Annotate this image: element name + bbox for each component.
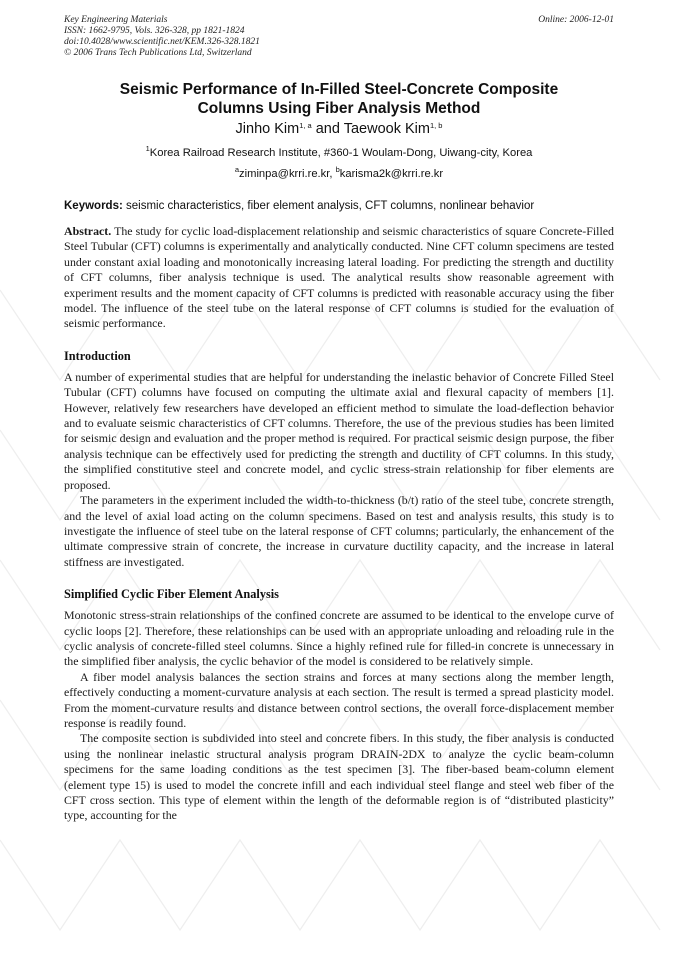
keywords [64,199,614,213]
journal-doi[interactable]: doi:10.4028/www.scientific.net/KEM.326-328.1821 [64,37,260,47]
paper-title [64,81,614,118]
author-list [64,120,614,138]
email-b-mark: b [335,165,340,174]
introduction-paragraph-2: The parameters in the experiment included the width-to-thickness (b/t) ratio of the steel tube, concrete strength, and the level of axial load acting on the column specimens. Based on test and analysis results, this study is to investigate the influence of steel tube on the lateral response of CFT columns; particularly, the enhancement of the ultimate compressive strain of concrete, the increase in curvature ductility capacity, and the increase in lateral stiffness are investigated. [64,493,614,569]
journal-issn: ISSN: 1662-9795, Vols. 326-328, pp 1821-1824 [64,26,245,36]
fiber-analysis-paragraph-1: Monotonic stress-strain relationships of the confined concrete are assumed to be identical to the envelope curve of cyclic loops [2]. Therefore, these relationships can be used with an appropriate unloading and reloading rule in the cyclic analysis of concrete-filled steel columns. Since a highly refined rule for filled-in concrete is unnecessary in the simplified fiber analysis, the cyclic behavior of the model is considered to be relatively simple. [64,608,614,669]
affiliation-mark: 1 [145,144,150,153]
fiber-analysis-heading: Simplified Cyclic Fiber Element Analysis [64,587,279,602]
fiber-analysis-section [64,608,614,824]
author-conjunction: and [311,121,344,137]
keywords-text: seismic characteristics, fiber element analysis, CFT columns, nonlinear behavior [122,200,535,212]
fiber-analysis-paragraph-2: A fiber model analysis balances the section strains and forces at many sections along the member length, effectively conducting a moment-curvature analysis at each section. The result is termed a spread plasticity model. From the moment-curvature results and distance between control sections, the overall force-displacement member response is readily found. [64,669,614,730]
email-b[interactable]: karisma2k@krri.re.kr [339,168,444,180]
journal-header [64,15,614,63]
journal-name: Key Engineering Materials [64,15,168,25]
introduction-paragraph-1: A number of experimental studies that are helpful for understanding the inelastic behavior of Concrete Filled Steel Tubular (CFT) columns have focused on computing the ultimate axial and flexural capacity of members [1]. However, relatively few researchers have developed an efficient method to simulate the load-deflection behavior and to evaluate seismic characteristics of CFT columns. Therefore, the use of the previous studies has been limited for seismic design and evaluation and the proper method is required. For practical seismic design purpose, the fiber analysis technique can be effectively used for predicting the strength and ductility of CFT columns. In this study, the simplified constitutive steel and concrete model, and cyclic stress-strain relationship for fiber elements are proposed. [64,369,614,492]
affiliation-text: Korea Railroad Research Institute, #360-1 Woulam-Dong, Uiwang-city, Korea [149,147,533,159]
author-emails [64,167,614,181]
online-date: Online: 2006-12-01 [538,15,614,25]
author-2-affiliation-mark: 1, b [429,121,443,130]
introduction-section [64,370,614,570]
author-1-affiliation-mark: 1, a [299,121,312,130]
abstract-text: The study for cyclic load-displacement relationship and seismic characteristics of square Concrete-Filled Steel Tubular (CFT) columns is experimentally and analytically conducted. Nine CFT column specimens are tested under constant axial loading and monotonically increasing lateral loading. For predicting the strength and ductility of CFT columns, fiber analysis technique is used. The analytical results show reasonable agreement with experiment results and the moment capacity of CFT columns is predicted with reasonable accuracy using the fiber model. The influence of the steel tube on the lateral response of CFT columns is studied for the evaluation of seismic performance. [64,224,614,331]
email-a[interactable]: ziminpa@krri.re.kr [239,168,330,180]
journal-copyright: © 2006 Trans Tech Publications Ltd, Switzerland [64,48,252,58]
fiber-analysis-paragraph-3: The composite section is subdivided into steel and concrete fibers. In this study, the fiber analysis is conducted using the nonlinear inelastic structural analysis program DRAIN-2DX to analyze the cyclic beam-column specimens for the same loading conditions as the test specimen [3]. The fiber-based beam-column element (element type 15) is used to model the concrete infill and each individual steel flange and steel web fiber of the CFT cross section. This type of element within the length of the deformable region is of “distributed plasticity” type, accounting for the [64,731,614,823]
abstract [64,224,614,332]
keywords-label: Keywords: [64,200,123,212]
author-2: Taewook Kim [343,121,430,137]
abstract-label: Abstract. [64,224,112,238]
email-a-mark: a [234,165,240,174]
title-line-2: Columns Using Fiber Analysis Method [197,99,481,117]
email-separator: , [329,168,336,180]
journal-info [64,15,614,59]
affiliation [64,146,614,160]
paper-content [64,15,614,824]
author-1: Jinho Kim [235,121,300,137]
title-line-1: Seismic Performance of In-Filled Steel-Concrete Composite [119,81,559,98]
introduction-heading: Introduction [64,348,131,363]
